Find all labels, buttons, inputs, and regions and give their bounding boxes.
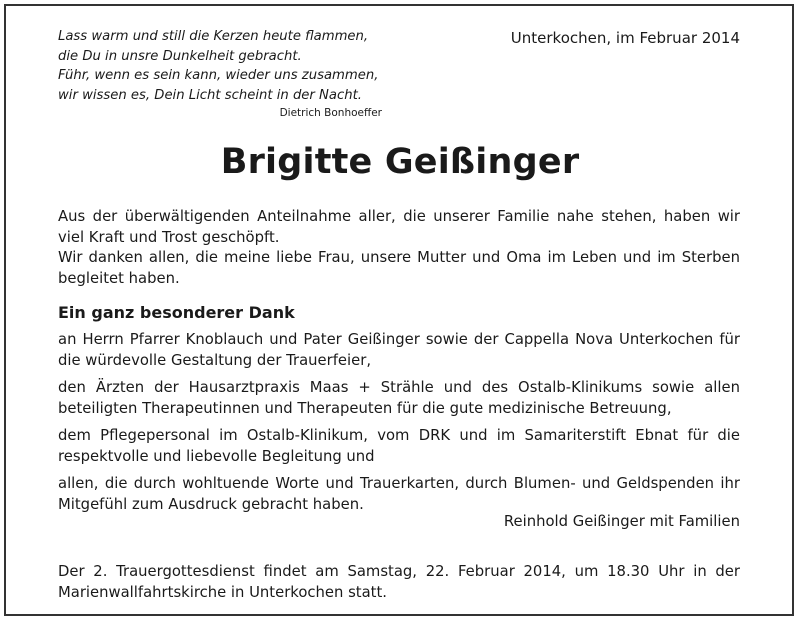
intro-paragraph: Aus der überwältigenden Anteilnahme aller, die unserer Familie nahe stehen, haben wir viel Kraft und Trost geschöpft.: [58, 208, 740, 246]
dateline: Unterkochen, im Februar 2014: [510, 29, 740, 47]
thanks-item: an Herrn Pfarrer Knoblauch und Pater Geißinger sowie der Cappella Nova Unterkochen für die würdevolle Gestaltung der Trauerfeier,: [58, 331, 740, 369]
thanks-item: den Ärzten der Hausarztpraxis Maas + Strähle und des Ostalb-Klinikums sowie allen beteiligten Therapeutinnen und Therapeuten für die gute medizinische Betreuung,: [58, 379, 740, 417]
poem-line: die Du in unsre Dunkelheit gebracht.: [58, 48, 302, 64]
poem-author: Dietrich Bonhoeffer: [279, 107, 382, 119]
thanks-heading: Ein ganz besonderer Dank: [58, 303, 295, 322]
service-announcement: Der 2. Trauergottesdienst findet am Samstag, 22. Februar 2014, um 18.30 Uhr in der Marienwallfahrtskirche in Unterkochen statt.: [58, 563, 740, 601]
deceased-name: Brigitte Geißinger: [220, 142, 580, 182]
thanks-item: dem Pflegepersonal im Ostalb-Klinikum, vom DRK und im Samariterstift Ebnat für die respektvolle und liebevolle Begleitung und: [58, 427, 740, 465]
poem-line: Lass warm und still die Kerzen heute flammen,: [58, 29, 369, 44]
intro-paragraph: Wir danken allen, die meine liebe Frau, unsere Mutter und Oma im Leben und im Sterben begleitet haben.: [58, 249, 740, 287]
thanks-item: allen, die durch wohltuende Worte und Trauerkarten, durch Blumen- und Geldspenden ihr Mitgefühl zum Ausdruck gebracht haben.: [58, 475, 740, 513]
poem-line: Führ, wenn es sein kann, wieder uns zusammen,: [58, 68, 379, 83]
signature: Reinhold Geißinger mit Familien: [503, 513, 740, 530]
poem-quote: [58, 27, 388, 121]
poem-line: wir wissen es, Dein Licht scheint in der Nacht.: [58, 87, 362, 103]
